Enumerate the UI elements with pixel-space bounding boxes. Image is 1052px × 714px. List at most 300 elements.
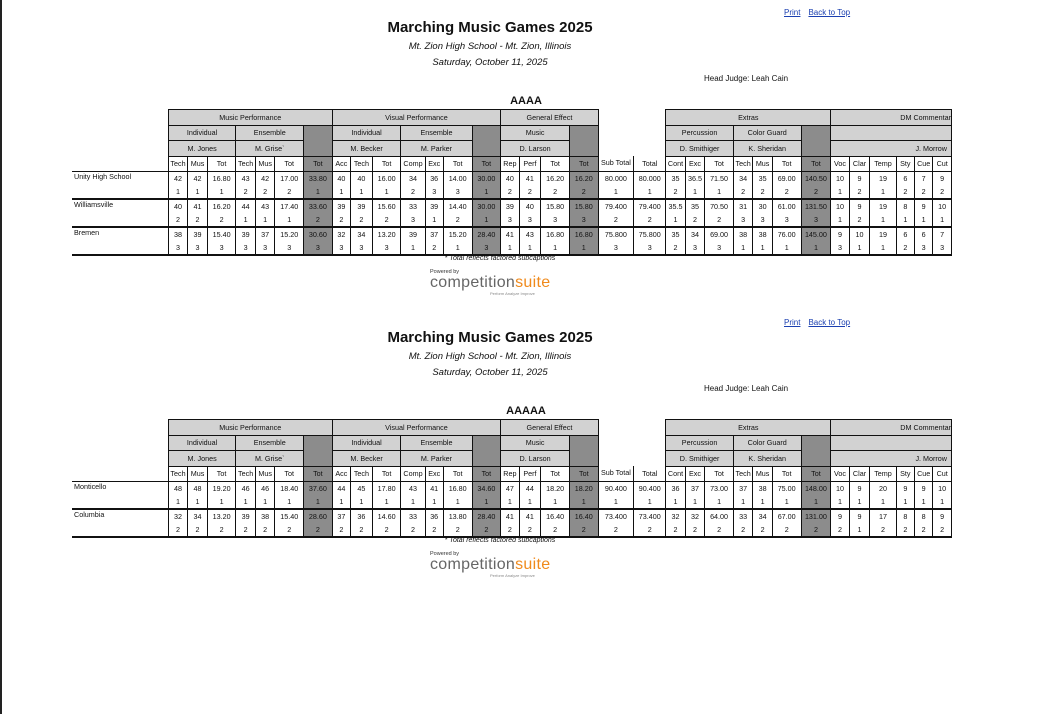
rank-cell: 2 <box>501 185 519 199</box>
score-cell: 48 <box>188 481 207 495</box>
column-header: Total <box>634 466 666 481</box>
score-cell: 19 <box>870 227 896 241</box>
score-cell: 35 <box>666 171 685 185</box>
blank-cell <box>72 451 168 467</box>
rank-cell: 2 <box>275 523 304 537</box>
column-header: Cut <box>933 156 952 171</box>
table-row-ranks <box>72 523 952 537</box>
logo-brand <box>430 275 550 291</box>
score-cell: 75.00 <box>772 481 801 495</box>
score-cell: 9 <box>933 509 952 523</box>
column-header: Tot <box>275 466 304 481</box>
class-title: AAAAA <box>506 405 546 417</box>
rank-cell: 2 <box>772 185 801 199</box>
extras-total-header-block <box>801 125 831 156</box>
score-cell: 32 <box>332 227 350 241</box>
school-name: Monticello <box>72 481 168 509</box>
logo-powered-by: Powered by <box>430 269 460 275</box>
score-cell: 69.00 <box>705 227 734 241</box>
score-cell: 28.40 <box>472 227 501 241</box>
rank-cell: 3 <box>541 213 570 227</box>
rank-cell: 1 <box>705 495 734 509</box>
score-cell: 8 <box>896 509 914 523</box>
judge-v-individual: M. Becker <box>332 141 401 157</box>
score-cell: 28.40 <box>472 509 501 523</box>
blank-cell <box>634 141 666 157</box>
rank-cell: 2 <box>188 523 207 537</box>
table-row <box>72 171 952 185</box>
rank-cell: 2 <box>443 523 472 537</box>
rank-cell: 3 <box>425 185 443 199</box>
score-cell: 41 <box>188 199 207 213</box>
column-header: Tot <box>372 466 401 481</box>
score-cell: 35 <box>685 199 704 213</box>
score-cell: 38 <box>733 227 752 241</box>
column-header: Tot <box>541 466 570 481</box>
score-cell: 61.00 <box>772 199 801 213</box>
rank-cell: 3 <box>207 241 236 255</box>
subcaption-percussion: Percussion <box>666 435 734 451</box>
rank-cell: 2 <box>801 185 831 199</box>
rank-cell: 2 <box>207 213 236 227</box>
rank-cell: 2 <box>372 213 401 227</box>
score-cell: 43 <box>519 227 541 241</box>
score-cell: 41 <box>501 509 519 523</box>
rank-cell: 1 <box>372 185 401 199</box>
rank-cell: 1 <box>870 185 896 199</box>
column-header: Tot <box>772 156 801 171</box>
column-header: Temp <box>870 156 896 171</box>
rank-cell: 1 <box>255 213 274 227</box>
rank-cell: 2 <box>236 185 255 199</box>
score-cell: 17.00 <box>275 171 304 185</box>
caption-visual-performance: Visual Performance <box>332 110 501 126</box>
rank-cell: 1 <box>188 185 207 199</box>
score-cell: 15.20 <box>275 227 304 241</box>
score-cell: 15.40 <box>207 227 236 241</box>
score-cell: 36 <box>351 509 373 523</box>
rank-cell: 2 <box>666 185 685 199</box>
score-cell: 15.60 <box>372 199 401 213</box>
score-cell: 16.20 <box>207 199 236 213</box>
column-header: Tot <box>207 156 236 171</box>
event-title: Marching Music Games 2025 <box>387 19 593 36</box>
rank-cell: 2 <box>332 523 350 537</box>
blank-cell <box>598 420 666 436</box>
score-cell: 14.00 <box>443 171 472 185</box>
rank-cell: 2 <box>685 213 704 227</box>
score-cell: 33 <box>733 509 752 523</box>
score-table <box>72 109 952 256</box>
column-header: Perf <box>519 156 541 171</box>
rank-cell: 2 <box>188 213 207 227</box>
score-cell: 10 <box>831 199 849 213</box>
rank-cell: 3 <box>236 241 255 255</box>
score-cell: 9 <box>849 509 870 523</box>
score-cell: 41 <box>501 227 519 241</box>
score-cell: 34 <box>685 227 704 241</box>
print-link[interactable]: Print <box>784 8 801 17</box>
score-cell: 33 <box>401 199 425 213</box>
column-header: Voc <box>831 466 849 481</box>
rank-cell: 2 <box>685 523 704 537</box>
score-cell: 90.400 <box>634 481 666 495</box>
blank-cell <box>72 156 168 171</box>
score-cell: 13.20 <box>207 509 236 523</box>
column-header: Rep <box>501 156 519 171</box>
score-cell: 15.40 <box>275 509 304 523</box>
table-row <box>72 227 952 241</box>
score-cell: 44 <box>236 199 255 213</box>
table-row-ranks <box>72 213 952 227</box>
score-cell: 10 <box>831 481 849 495</box>
rank-cell: 1 <box>501 241 519 255</box>
blank-cell <box>598 141 634 157</box>
rank-cell: 2 <box>598 213 634 227</box>
print-links <box>784 318 858 327</box>
column-header: Mus <box>255 156 274 171</box>
blank-cell <box>72 466 168 481</box>
rank-cell: 1 <box>634 495 666 509</box>
score-cell: 80.000 <box>634 171 666 185</box>
score-cell: 45 <box>351 481 373 495</box>
score-cell: 30.60 <box>304 227 333 241</box>
score-cell: 40 <box>519 199 541 213</box>
score-cell: 44 <box>332 481 350 495</box>
caption-extras: Extras <box>666 420 831 436</box>
rank-cell: 2 <box>236 523 255 537</box>
judge-v-ensemble: M. Parker <box>401 141 472 157</box>
rank-cell: 2 <box>255 523 274 537</box>
score-cell: 90.400 <box>598 481 634 495</box>
rank-cell: 1 <box>425 213 443 227</box>
score-cell: 6 <box>896 171 914 185</box>
rank-cell: 2 <box>896 523 914 537</box>
rank-cell: 1 <box>685 185 704 199</box>
rank-cell: 3 <box>753 213 772 227</box>
blank-cell <box>598 125 634 141</box>
rank-cell: 1 <box>501 495 519 509</box>
rank-cell: 3 <box>685 241 704 255</box>
rank-cell: 1 <box>168 495 187 509</box>
score-cell: 43 <box>255 199 274 213</box>
score-cell: 16.40 <box>569 509 598 523</box>
blank-cell <box>72 110 168 126</box>
column-header: Tot <box>443 156 472 171</box>
column-header: Tot <box>801 466 831 481</box>
rank-cell: 3 <box>831 241 849 255</box>
column-header: Acc <box>332 156 350 171</box>
rank-cell: 2 <box>351 213 373 227</box>
rank-cell: 1 <box>541 495 570 509</box>
column-header: Perf <box>519 466 541 481</box>
rank-cell: 3 <box>598 241 634 255</box>
rank-cell: 1 <box>849 241 870 255</box>
dm-blank <box>831 125 952 141</box>
score-cell: 30 <box>753 199 772 213</box>
rank-cell: 3 <box>332 241 350 255</box>
column-header: Mus <box>753 466 772 481</box>
score-cell: 38 <box>255 509 274 523</box>
column-header: Tot <box>207 466 236 481</box>
rank-cell: 1 <box>896 213 914 227</box>
rank-cell: 1 <box>933 213 952 227</box>
rank-cell: 2 <box>753 185 772 199</box>
subcaption-ge-music: Music <box>501 435 570 451</box>
rank-cell: 2 <box>849 185 870 199</box>
column-header: Mus <box>753 156 772 171</box>
rank-cell: 2 <box>443 213 472 227</box>
column-header: Exc <box>685 466 704 481</box>
column-header: Tech <box>236 466 255 481</box>
score-table <box>72 419 952 538</box>
score-cell: 7 <box>915 171 933 185</box>
rank-cell: 3 <box>188 241 207 255</box>
rank-cell: 1 <box>849 495 870 509</box>
score-cell: 17 <box>870 509 896 523</box>
subcaption-color-guard: Color Guard <box>733 435 801 451</box>
score-cell: 9 <box>849 171 870 185</box>
score-cell: 33 <box>401 509 425 523</box>
results-section-aaaaa <box>0 318 960 618</box>
score-cell: 10 <box>933 481 952 495</box>
school-name: Columbia <box>72 509 168 537</box>
rank-cell: 2 <box>351 523 373 537</box>
score-cell: 9 <box>915 199 933 213</box>
score-cell: 32 <box>685 509 704 523</box>
rank-cell: 1 <box>304 495 333 509</box>
score-cell: 19 <box>870 199 896 213</box>
rank-cell: 3 <box>733 213 752 227</box>
logo-tagline: Perform Analyze Improve <box>490 291 535 296</box>
score-cell: 8 <box>915 509 933 523</box>
rank-cell: 1 <box>733 241 752 255</box>
subcaption-ensemble: Ensemble <box>236 125 304 141</box>
rank-cell: 3 <box>569 213 598 227</box>
table-row <box>72 481 952 495</box>
column-header: Tech <box>733 466 752 481</box>
rank-cell: 1 <box>915 213 933 227</box>
score-cell: 79.400 <box>598 199 634 213</box>
rank-cell: 1 <box>519 495 541 509</box>
score-cell: 9 <box>831 509 849 523</box>
column-header: Tech <box>351 466 373 481</box>
blank-cell <box>598 110 666 126</box>
rank-cell: 3 <box>705 241 734 255</box>
rank-cell: 3 <box>443 185 472 199</box>
rank-cell: 1 <box>275 213 304 227</box>
score-cell: 30.00 <box>472 199 501 213</box>
rank-cell: 2 <box>666 523 685 537</box>
print-link[interactable]: Print <box>784 318 801 327</box>
rank-cell: 2 <box>519 523 541 537</box>
score-cell: 73.400 <box>598 509 634 523</box>
score-cell: 140.50 <box>801 171 831 185</box>
score-cell: 44 <box>519 481 541 495</box>
column-header: Mus <box>188 156 207 171</box>
rank-cell: 2 <box>915 523 933 537</box>
back-to-top-link[interactable]: Back to Top <box>808 318 851 327</box>
head-judge: Head Judge: Leah Cain <box>704 384 789 393</box>
score-cell: 37 <box>733 481 752 495</box>
score-cell: 67.00 <box>772 509 801 523</box>
score-cell: 10 <box>849 227 870 241</box>
competition-suite-logo <box>430 551 550 578</box>
rank-cell: 1 <box>870 213 896 227</box>
rank-cell: 1 <box>569 241 598 255</box>
score-cell: 36 <box>666 481 685 495</box>
logo-powered-by: Powered by <box>430 551 460 557</box>
rank-cell: 1 <box>569 495 598 509</box>
score-cell: 41 <box>519 171 541 185</box>
column-header: Tot <box>801 156 831 171</box>
score-cell: 73.00 <box>705 481 734 495</box>
subcaption-vis-ensemble: Ensemble <box>401 435 472 451</box>
school-name: Unity High School <box>72 171 168 199</box>
back-to-top-link[interactable]: Back to Top <box>808 8 851 17</box>
column-header: Tot <box>472 156 501 171</box>
column-header: Tech <box>351 156 373 171</box>
score-cell: 16.80 <box>569 227 598 241</box>
results-section-aaaa <box>0 8 960 308</box>
rank-cell: 1 <box>831 185 849 199</box>
score-cell: 9 <box>896 481 914 495</box>
blank-cell <box>598 435 634 451</box>
rank-cell: 2 <box>255 185 274 199</box>
ge-total-header-block <box>569 125 598 156</box>
event-date: Saturday, October 11, 2025 <box>432 57 548 68</box>
caption-extras: Extras <box>666 110 831 126</box>
score-cell: 16.80 <box>443 481 472 495</box>
score-cell: 13.20 <box>372 227 401 241</box>
column-header: Clar <box>849 156 870 171</box>
score-cell: 148.00 <box>801 481 831 495</box>
rank-cell: 2 <box>870 523 896 537</box>
score-cell: 35 <box>666 227 685 241</box>
subcaption-vis-ensemble: Ensemble <box>401 125 472 141</box>
rank-cell: 3 <box>634 241 666 255</box>
judge-percussion: D. Smithiger <box>666 141 734 157</box>
blank-cell <box>72 125 168 141</box>
rank-cell: 1 <box>541 241 570 255</box>
score-cell: 16.80 <box>207 171 236 185</box>
score-cell: 8 <box>896 199 914 213</box>
column-header: Cue <box>915 466 933 481</box>
score-cell: 6 <box>915 227 933 241</box>
rank-cell: 2 <box>569 185 598 199</box>
judge-percussion: D. Smithiger <box>666 451 734 467</box>
score-cell: 34 <box>753 509 772 523</box>
column-header: Acc <box>332 466 350 481</box>
rank-cell: 2 <box>372 523 401 537</box>
logo-brand-a: competition <box>430 274 516 291</box>
blank-cell <box>634 451 666 467</box>
column-header: Tech <box>168 156 187 171</box>
score-cell: 42 <box>255 171 274 185</box>
blank-cell <box>72 435 168 451</box>
rank-cell: 3 <box>275 241 304 255</box>
score-cell: 43 <box>236 171 255 185</box>
rank-cell: 2 <box>896 241 914 255</box>
rank-cell: 2 <box>831 523 849 537</box>
rank-cell: 1 <box>443 495 472 509</box>
column-header: Tot <box>705 156 734 171</box>
rank-cell: 2 <box>541 185 570 199</box>
ge-total-header-block <box>569 435 598 466</box>
rank-cell: 1 <box>915 495 933 509</box>
subcaption-individual: Individual <box>168 435 236 451</box>
blank-cell <box>72 141 168 157</box>
judge-m-ensemble: M. Grise` <box>236 451 304 467</box>
rank-cell: 3 <box>933 241 952 255</box>
column-header: Sub Total <box>598 156 634 171</box>
rank-cell: 1 <box>831 213 849 227</box>
score-cell: 19 <box>870 171 896 185</box>
rank-cell: 2 <box>933 523 952 537</box>
score-cell: 37 <box>425 227 443 241</box>
rank-cell: 1 <box>933 495 952 509</box>
judge-dm: J. Morrow <box>831 141 952 157</box>
score-cell: 28.60 <box>304 509 333 523</box>
rank-cell: 2 <box>401 523 425 537</box>
score-cell: 75.800 <box>598 227 634 241</box>
score-cell: 39 <box>188 227 207 241</box>
column-header: Tot <box>569 156 598 171</box>
score-cell: 16.00 <box>372 171 401 185</box>
rank-cell: 1 <box>188 495 207 509</box>
column-header: Sty <box>896 156 914 171</box>
rank-cell: 1 <box>472 185 501 199</box>
column-header: Sub Total <box>598 466 634 481</box>
rank-cell: 1 <box>705 185 734 199</box>
score-cell: 16.20 <box>541 171 570 185</box>
score-cell: 40 <box>168 199 187 213</box>
rank-cell: 1 <box>207 185 236 199</box>
blank-cell <box>72 420 168 436</box>
score-cell: 42 <box>188 171 207 185</box>
extras-total-header-block <box>801 435 831 466</box>
score-cell: 33.60 <box>304 199 333 213</box>
rank-cell: 3 <box>372 241 401 255</box>
rank-cell: 2 <box>168 213 187 227</box>
rank-cell: 2 <box>275 185 304 199</box>
rank-cell: 3 <box>801 213 831 227</box>
score-cell: 145.00 <box>801 227 831 241</box>
column-header: Tot <box>304 156 333 171</box>
score-cell: 34 <box>351 227 373 241</box>
score-cell: 19.20 <box>207 481 236 495</box>
logo-brand-a: competition <box>430 556 516 573</box>
music-total-header-block <box>304 435 333 466</box>
score-cell: 30.00 <box>472 171 501 185</box>
column-header: Comp <box>401 156 425 171</box>
score-cell: 37.60 <box>304 481 333 495</box>
school-name: Bremen <box>72 227 168 255</box>
judge-color-guard: K. Sheridan <box>733 141 801 157</box>
rank-cell: 1 <box>772 241 801 255</box>
table-row <box>72 509 952 523</box>
rank-cell: 1 <box>443 241 472 255</box>
rank-cell: 1 <box>598 185 634 199</box>
score-cell: 80.000 <box>598 171 634 185</box>
score-cell: 79.400 <box>634 199 666 213</box>
score-cell: 131.00 <box>801 509 831 523</box>
score-cell: 46 <box>255 481 274 495</box>
column-header: Tech <box>733 156 752 171</box>
score-cell: 131.50 <box>801 199 831 213</box>
score-cell: 37 <box>255 227 274 241</box>
score-cell: 36 <box>425 509 443 523</box>
